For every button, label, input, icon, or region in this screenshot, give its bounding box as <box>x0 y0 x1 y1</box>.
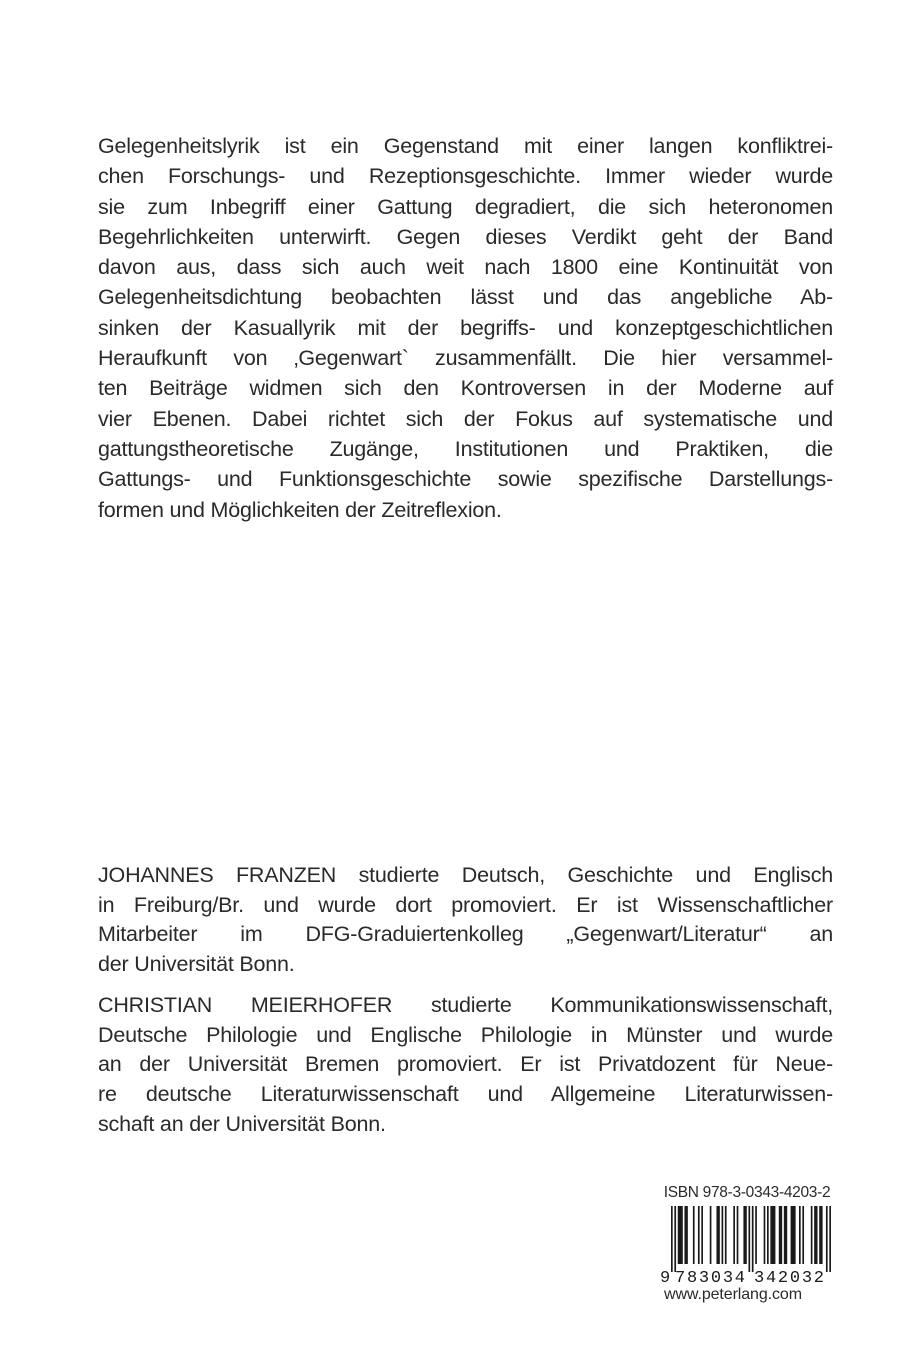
barcode-bar <box>811 1206 813 1264</box>
barcode-guard-bar <box>674 1206 676 1272</box>
bio-franzen-line: JOHANNES FRANZEN studierte Deutsch, Geschichte und Englisch <box>98 863 833 887</box>
barcode-bar <box>814 1206 817 1264</box>
bio-meierhofer-line: Deutsche Philologie und Englische Philologie in Münster und wurde <box>98 1022 833 1047</box>
barcode-bar <box>701 1206 703 1264</box>
barcode-bar <box>764 1206 766 1264</box>
blurb-line: Gelegenheitsdichtung beobachten lässt und das angebliche Ab- <box>98 285 833 310</box>
barcode-bar <box>693 1206 695 1264</box>
barcode-bar <box>779 1206 782 1264</box>
blurb-line: ten Beiträge widmen sich den Kontroversen in der Moderne auf <box>98 376 833 401</box>
barcode-bar <box>784 1206 787 1264</box>
bio-meierhofer-line: CHRISTIAN MEIERHOFER studierte Kommunikationswissenschaft, <box>98 993 833 1017</box>
barcode-bar <box>716 1206 719 1264</box>
bio-johannes-franzen <box>98 861 833 980</box>
blurb-line: gattungstheoretische Zugänge, Institutionen und Praktiken, die <box>98 436 833 461</box>
blurb-line: davon aus, dass sich auch weit nach 1800 eine Kontinuität von <box>98 255 833 280</box>
bio-meierhofer-line: schaft an der Universität Bonn. <box>98 1111 386 1136</box>
blurb-line: formen und Möglichkeiten der Zeitreflexion. <box>98 497 502 522</box>
blurb-paragraph <box>98 131 833 525</box>
bio-meierhofer-line: an der Universität Bremen promoviert. Er ist Privatdozent für Neue- <box>98 1052 833 1077</box>
barcode <box>658 1206 836 1284</box>
barcode-bar <box>733 1206 735 1264</box>
bio-christian-meierhofer <box>98 991 833 1140</box>
barcode-bar <box>819 1206 822 1264</box>
barcode-bar <box>755 1206 757 1264</box>
barcode-digits-group2: 342032 <box>754 1269 824 1284</box>
bio-franzen-line: der Universität Bonn. <box>98 952 295 977</box>
bio-franzen-line: in Freiburg/Br. und wurde dort promoviert. Er ist Wissenschaftlicher <box>98 892 833 917</box>
barcode-bar <box>770 1206 775 1264</box>
bio-franzen-line: Mitarbeiter im DFG-Graduiertenkolleg „Gegenwart/Literatur“ an <box>98 922 833 947</box>
barcode-bar <box>802 1206 804 1264</box>
isbn-label: ISBN 978-3-0343-4203-2 <box>663 1184 831 1201</box>
barcode-bar <box>767 1206 769 1264</box>
barcode-bar <box>799 1206 801 1264</box>
publisher-website[interactable]: www.peterlang.com <box>664 1286 802 1303</box>
blurb-line: sinken der Kasuallyrik mit der begriffs- und konzeptgeschichtlichen <box>98 315 833 340</box>
barcode-bar <box>698 1206 700 1264</box>
blurb-line: vier Ebenen. Dabei richtet sich der Fokus auf systematische und <box>98 406 833 431</box>
bio-meierhofer-line: re deutsche Literaturwissenschaft und Allgemeine Literaturwissen- <box>98 1082 833 1107</box>
isbn-block <box>658 1184 836 1284</box>
blurb-line: Gelegenheitslyrik ist ein Gegenstand mit einer langen konfliktrei- <box>98 134 833 158</box>
barcode-guard-bar <box>752 1206 754 1272</box>
blurb-line: Begehrlichkeiten unterwirft. Gegen dieses Verdikt geht der Band <box>98 224 833 249</box>
barcode-bar <box>725 1206 727 1264</box>
blurb-line: Gattungs- und Funktionsgeschichte sowie spezifische Darstellungs- <box>98 467 833 492</box>
barcode-guard-bar <box>748 1206 750 1272</box>
blurb-line: sie zum Inbegriff einer Gattung degradiert, die sich heteronomen <box>98 194 833 219</box>
barcode-bar <box>710 1206 712 1264</box>
barcode-bar <box>743 1206 746 1264</box>
barcode-digit-left: 9 <box>660 1269 671 1284</box>
barcode-bar <box>722 1206 724 1264</box>
barcode-bar <box>791 1206 796 1264</box>
barcode-guard-bar <box>671 1206 673 1272</box>
barcode-guard-bar <box>829 1206 831 1272</box>
barcode-bar <box>684 1206 687 1264</box>
barcode-bar <box>737 1206 739 1264</box>
barcode-guard-bar <box>826 1206 828 1272</box>
blurb-line: chen Forschungs- und Rezeptionsgeschichte. Immer wieder wurde <box>98 164 833 189</box>
barcode-bar <box>678 1206 683 1264</box>
barcode-digits-group1: 783034 <box>675 1269 745 1284</box>
blurb-line: Heraufkunft von ‚Gegenwart` zusammenfällt. Die hier versammel- <box>98 346 833 371</box>
